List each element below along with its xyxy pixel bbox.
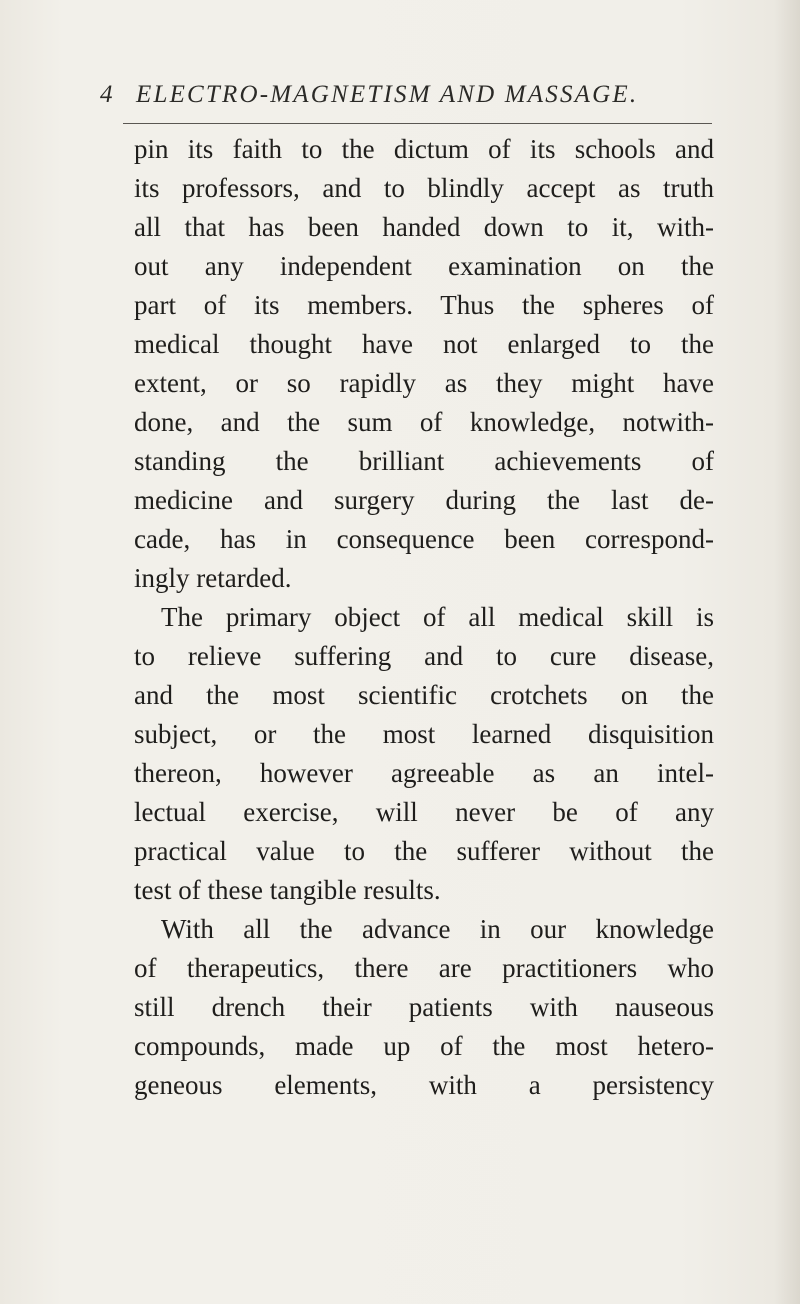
text-line: done, and the sum of knowledge, notwith- [134, 407, 714, 437]
text-line: test of these tangible results. [134, 875, 441, 905]
text-line: all that has been handed down to it, with- [134, 212, 714, 242]
running-title: ELECTRO-MAGNETISM AND MASSAGE. [136, 81, 639, 108]
text-line: extent, or so rapidly as they might have [134, 368, 714, 398]
page-number: 4 [100, 81, 113, 108]
header-rule [123, 123, 712, 124]
text-line: medicine and surgery during the last de- [134, 485, 714, 515]
text-line: out any independent examination on the [134, 251, 714, 281]
text-line: With all the advance in our knowledge [161, 914, 714, 944]
text-line: cade, has in consequence been correspond- [134, 524, 714, 554]
text-line: subject, or the most learned disquisition [134, 719, 714, 749]
text-line: practical value to the sufferer without the [134, 836, 714, 866]
body-text [134, 130, 714, 1105]
text-line: The primary object of all medical skill is [161, 602, 714, 632]
page-edge-shadow [774, 0, 800, 1304]
text-line: to relieve suffering and to cure disease, [134, 641, 714, 671]
text-line: ingly retarded. [134, 563, 292, 593]
text-line: of therapeutics, there are practitioners who [134, 953, 714, 983]
text-line: geneous elements, with a persistency [134, 1070, 714, 1100]
text-line: its professors, and to blindly accept as truth [134, 173, 714, 203]
text-line: lectual exercise, will never be of any [134, 797, 714, 827]
text-line: standing the brilliant achievements of [134, 446, 714, 476]
text-line: pin its faith to the dictum of its schools and [134, 134, 714, 164]
text-line: thereon, however agreeable as an intel- [134, 758, 714, 788]
running-head [100, 78, 700, 114]
text-line: medical thought have not enlarged to the [134, 329, 714, 359]
text-line: part of its members. Thus the spheres of [134, 290, 714, 320]
text-line: still drench their patients with nauseous [134, 992, 714, 1022]
text-line: and the most scientific crotchets on the [134, 680, 714, 710]
text-line: compounds, made up of the most hetero- [134, 1031, 714, 1061]
